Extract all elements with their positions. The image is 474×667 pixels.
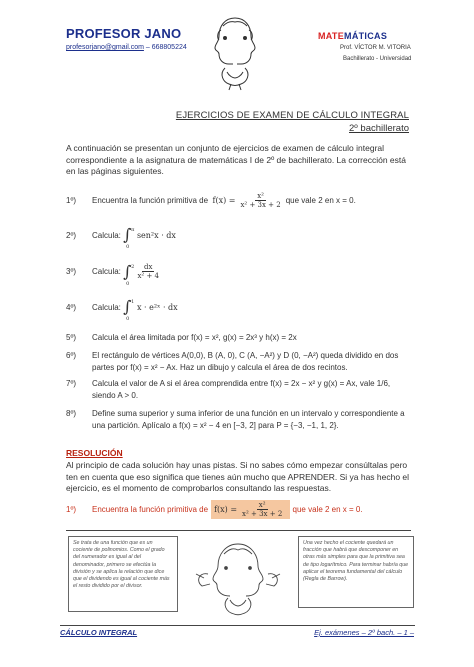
denominator: x² + 3x + 2 <box>240 201 281 209</box>
exercise-5 <box>66 332 410 344</box>
subject-part-a: MATE <box>318 31 345 41</box>
exercise-text: Calcula: <box>92 302 121 312</box>
footer-divider <box>60 625 415 626</box>
janus-logo-icon <box>205 12 265 92</box>
integrand: sen²x · dx <box>136 230 176 240</box>
section-divider <box>66 530 411 531</box>
exercise-text: Encuentra la función primitiva de <box>92 196 209 205</box>
email-link[interactable]: profesorjano@gmail.com <box>66 44 144 51</box>
page-subtitle: 2º bachillerato <box>349 123 409 134</box>
exercise-number: 1º) <box>66 505 77 514</box>
exercise-text: Define suma superior y suma inferior de una función en un intervalo y correspondiente a una partición. Aplícalo a f(x) = x² − 4 en [−3, 2] para P = {−3, −1, 1, 2}. <box>92 409 405 430</box>
resolution-exercise-1 <box>66 500 363 519</box>
hint-box-right: Una vez hecho el cociente quedará un fracción que habrá que descomponer en otras más simples para que la primitiva sea de tipo logarítmico. Para terminar habría que aplicar el teorema fundamental del cálculo (Regla de Barrow). <box>298 536 414 608</box>
contact-line <box>66 44 187 51</box>
subject-label <box>318 31 387 41</box>
exercise-number: 7º) <box>66 379 77 388</box>
footer-page-info: Ej. exámenes – 2º bach. – 1 – <box>314 628 414 637</box>
exercise-condition: que vale 2 en x = 0. <box>285 196 356 205</box>
exercise-2 <box>66 225 176 250</box>
lower-limit: 0 <box>126 316 130 322</box>
level-label: Bachillerato - Universidad <box>343 56 412 62</box>
function-label: f(x) = <box>214 505 238 514</box>
footer-subject: CÁLCULO INTEGRAL <box>60 628 138 637</box>
exercise-8 <box>66 408 410 431</box>
exercise-text: Calcula el valor de A si el área comprendida entre f(x) = 2x − x² y g(x) = Ax, vale 1/6, siendo A > 0. <box>92 379 391 400</box>
numerator: x² <box>257 192 264 200</box>
exercise-condition: que vale 2 en x = 0. <box>292 505 363 514</box>
denominator: x² + 4 <box>137 272 160 280</box>
janus-illustration-icon <box>188 538 288 618</box>
exercise-6 <box>66 350 410 373</box>
exercise-number: 4º) <box>66 302 77 312</box>
brand-title: PROFESOR JANO <box>66 26 182 41</box>
numerator: dx <box>144 263 153 271</box>
exercise-3 <box>66 261 164 287</box>
integral-sign-icon: ∫ 1 0 <box>123 300 131 314</box>
subject-part-b: MÁTICAS <box>344 31 388 41</box>
fraction <box>135 263 161 280</box>
integrand: x · e²ˣ · dx <box>136 302 178 312</box>
exercise-1 <box>66 192 356 209</box>
exercise-number: 3º) <box>66 267 77 276</box>
denominator: x² + 3x + 2 <box>242 510 283 518</box>
exercise-7 <box>66 378 410 401</box>
resolution-heading: RESOLUCIÓN <box>66 448 123 458</box>
exercise-text: El rectángulo de vértices A(0,0), B (A, 0), C (A, −A²) y D (0, −A²) queda dividido en dos partes por f(x) = x² − Ax. Haz un dibujo y calcula el área de dos recintos. <box>92 351 399 372</box>
upper-limit: 2 <box>131 263 135 270</box>
lower-limit: 0 <box>126 280 130 287</box>
exercise-number: 5º) <box>66 333 77 342</box>
resolution-paragraph: Al principio de cada solución hay unas pistas. Si no sabes cómo empezar consúltalas pero ten en cuenta que eso significa que tienes aún mucho que APRENDER. Si ya has hecho el ejercicio, es el momento de comprobarlos consultando las respuestas. <box>66 460 410 493</box>
phone-number: 668805224 <box>151 44 187 51</box>
intro-paragraph: A continuación se presentan un conjunto de ejercicios de examen de cálculo integral correspondiente a la asignatura de matemáticas I de 2º de bachillerato. La corrección está en las páginas siguientes. <box>66 143 406 176</box>
exercise-4 <box>66 297 178 322</box>
hint-box-left: Se trata de una función que es un cociente de polinomios. Como el grado del numerador es igual al del denominador, primero se efectúa la división y se aplica la relación que dice que el dividendo es igual al cociente más el resto dividido por el divisor. <box>68 536 178 612</box>
page-title: EJERCICIOS DE EXAMEN DE CÁLCULO INTEGRAL <box>175 110 409 121</box>
fraction <box>240 501 284 518</box>
exercise-text: Encuentra la función primitiva de <box>92 505 209 514</box>
phone-separator: – <box>143 44 152 51</box>
integral-sign-icon: ∫ 2 0 <box>123 265 131 279</box>
exercise-text: Calcula: <box>92 267 121 276</box>
professor-name: Prof. VÍCTOR M. VITORIA <box>340 45 411 51</box>
exercise-text: Calcula el área limitada por f(x) = x², g(x) = 2x³ y h(x) = 2x <box>92 333 297 342</box>
upper-limit: π <box>131 227 135 233</box>
fraction <box>238 192 282 209</box>
exercise-text: Calcula: <box>92 230 121 240</box>
highlighted-function <box>211 500 290 519</box>
upper-limit: 1 <box>131 299 135 305</box>
exercise-number: 8º) <box>66 409 77 418</box>
exercise-number: 2º) <box>66 230 77 240</box>
numerator: x² <box>258 501 266 509</box>
integral-sign-icon: ∫ π 0 <box>123 228 131 242</box>
function-label: f(x) = <box>212 196 236 205</box>
exercise-number: 1º) <box>66 196 77 205</box>
lower-limit: 0 <box>126 244 130 250</box>
exercise-number: 6º) <box>66 351 77 360</box>
